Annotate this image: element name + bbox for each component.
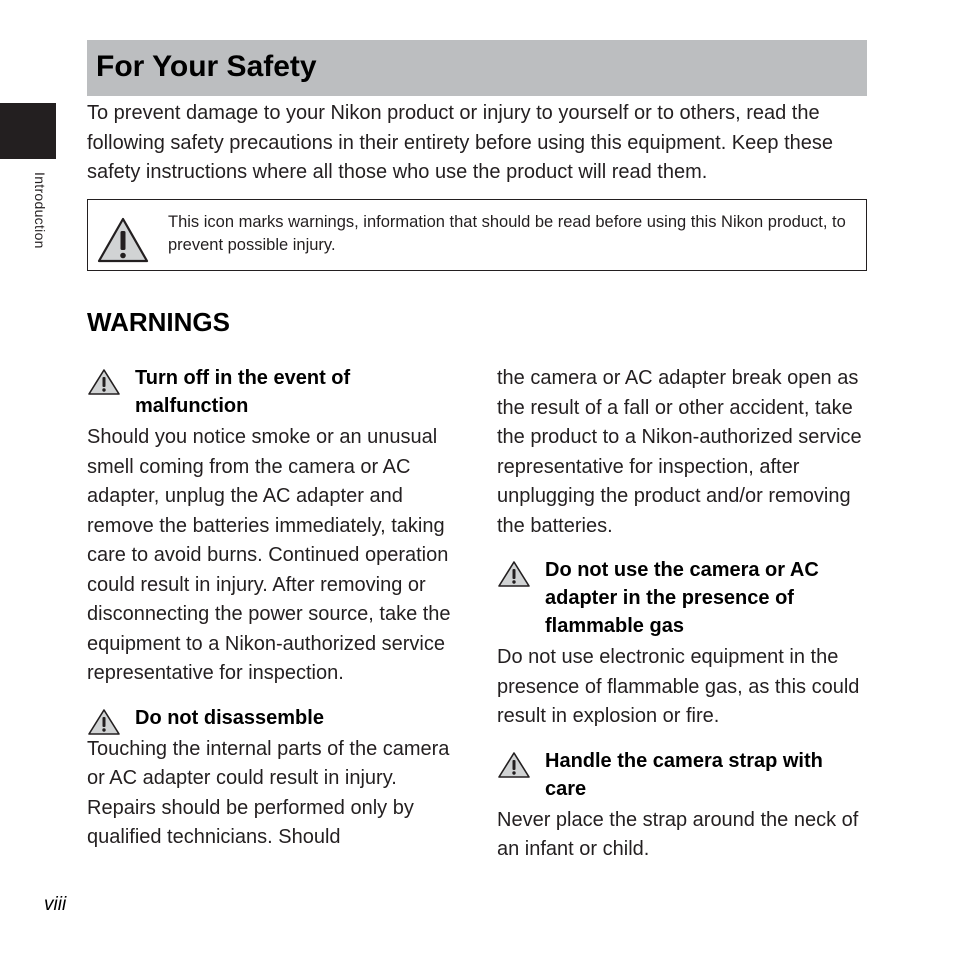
chapter-label: Introduction [32, 172, 48, 249]
warning-triangle-icon [96, 216, 150, 269]
column-right [497, 364, 867, 865]
warning-heading-text: Do not use the camera or AC adapter in the presence of flammable gas [545, 559, 819, 637]
chapter-tab [0, 103, 56, 159]
warning-heading [497, 747, 867, 803]
page-title: For Your Safety [96, 50, 317, 83]
warning-triangle-icon [497, 751, 531, 787]
warning-legend-text: This icon marks warnings, information that should be read before using this Nikon product, to prevent possible injury. [168, 213, 846, 254]
warning-heading [87, 704, 457, 732]
title-bar [87, 40, 867, 96]
warning-triangle-icon [497, 560, 531, 596]
intro-paragraph: To prevent damage to your Nikon product or injury to yourself or to others, read the following safety precautions in their entirety before using this equipment. Keep these safety instructions where all those who use the product will read them. [87, 102, 833, 183]
warning-heading [87, 364, 457, 420]
warning-body: Never place the strap around the neck of an infant or child. [497, 808, 859, 860]
warning-body: Should you notice smoke or an unusual smell coming from the camera or AC adapter, unplug the AC adapter and remove the batteries immediately, taking care to avoid burns. Continued operation could result in injury. After removing or disconnecting the power source, take the equipment to a Nikon-authorized service representative for inspection. [87, 426, 451, 684]
warning-heading-text: Handle the camera strap with care [545, 749, 823, 800]
warning-heading [497, 556, 867, 640]
warning-heading-text: Do not disassemble [135, 706, 324, 729]
warning-heading-text: Turn off in the event of malfunction [135, 367, 351, 417]
warning-body: Touching the internal parts of the camera or AC adapter could result in injury. Repairs should be performed only by qualified technicians. Should [87, 737, 450, 848]
section-heading: WARNINGS [87, 307, 230, 337]
page-number: viii [44, 894, 67, 915]
warning-triangle-icon [87, 368, 121, 404]
warning-legend-box [87, 199, 867, 271]
warning-triangle-icon [87, 708, 121, 744]
warning-body: Do not use electronic equipment in the presence of flammable gas, as this could result in explosion or fire. [497, 646, 860, 727]
warning-body-continued: the camera or AC adapter break open as the result of a fall or other accident, take the product to a Nikon-authorized service representative for inspection, after unplugging the product and/or removing the batteries. [497, 367, 862, 537]
column-left [87, 364, 457, 853]
